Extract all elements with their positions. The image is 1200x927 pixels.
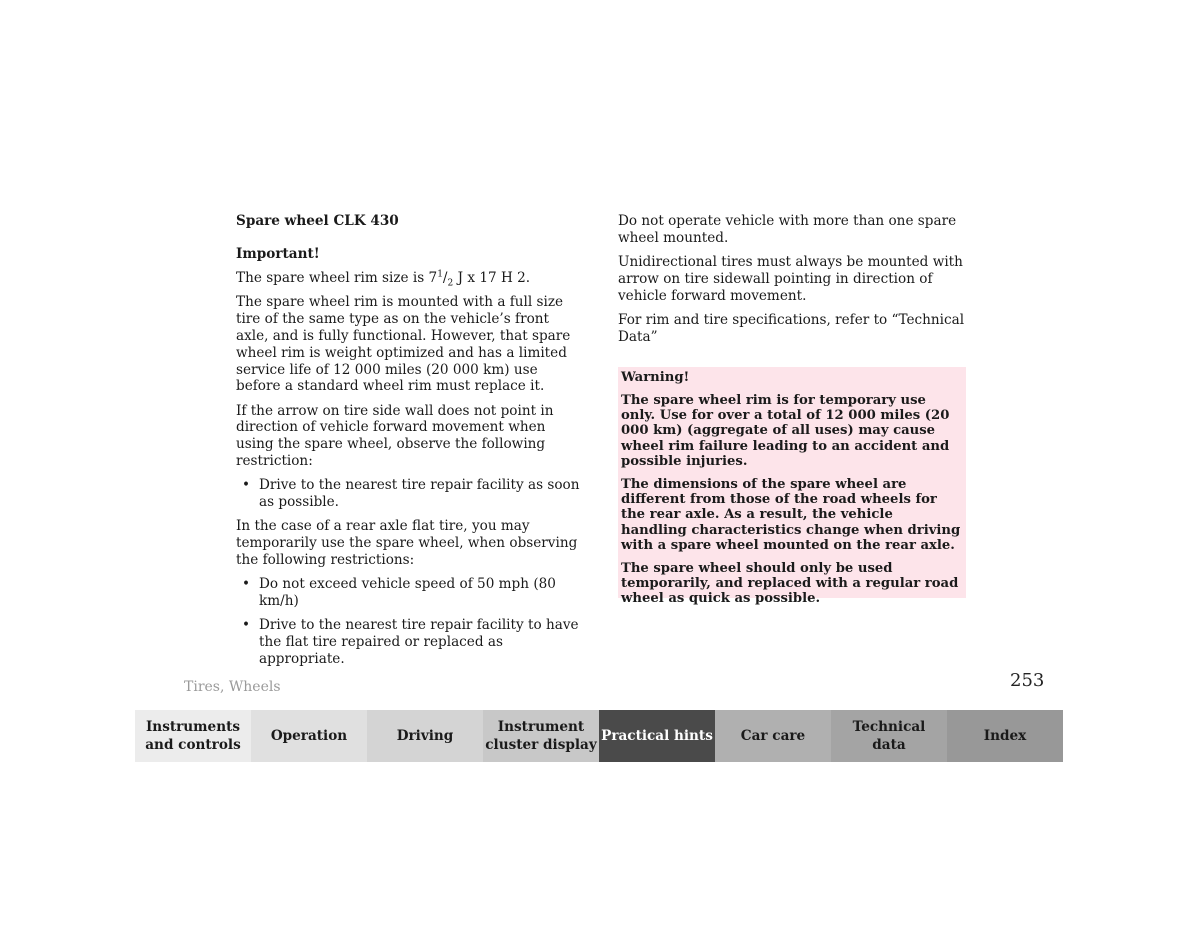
list-item: • Drive to the nearest tire repair facility as soon as possible. — [242, 477, 580, 511]
rim-size-text: The spare wheel rim size is $7^1/_2$ J x 17 H 2. — [236, 269, 531, 289]
tab-operation[interactable]: Operation — [251, 710, 367, 762]
tab-car-care[interactable]: Car care — [715, 710, 831, 762]
warning-box — [618, 367, 966, 607]
specs-reference-text: For rim and tire specifications, refer to “Technical Data” — [618, 311, 965, 345]
tab-instrument-cluster-display[interactable]: Instrument cluster display — [483, 710, 599, 762]
warning-title: Warning! — [621, 370, 690, 385]
section-title: Spare wheel CLK 430 — [236, 213, 399, 229]
bullet-icon: • — [242, 576, 251, 593]
tab-technical-data[interactable]: Technical data — [831, 710, 947, 762]
tab-instruments-and-controls[interactable]: Instruments and controls — [135, 710, 251, 762]
chapter-nav — [135, 710, 1064, 762]
warning-text: The spare wheel rim is for temporary use only. Use for over a total of 12 000 miles (20 000 km) (aggregate of all uses) may cause wheel rim failure leading to an accident and possible injuries. — [621, 393, 950, 469]
important-heading: Important! — [236, 245, 320, 262]
tab-index[interactable]: Index — [947, 710, 1063, 762]
list-item: • Drive to the nearest tire repair facility to have the flat tire repaired or replaced as appropriate. — [242, 617, 579, 668]
left-column — [236, 213, 581, 675]
right-column — [618, 213, 968, 353]
tab-practical-hints[interactable]: Practical hints — [599, 710, 715, 762]
one-spare-text: Do not operate vehicle with more than one spare wheel mounted. — [618, 213, 957, 246]
bullet-icon: • — [242, 477, 251, 494]
page-number: 253 — [1010, 670, 1045, 691]
list-item: • Do not exceed vehicle speed of 50 mph (80 km/h) — [242, 576, 556, 610]
warning-text: The spare wheel should only be used temporarily, and replaced with a regular road wheel as quick as possible. — [621, 561, 959, 607]
arrow-restriction-text: If the arrow on tire side wall does not point in direction of vehicle forward movement when using the spare wheel, observe the following restriction: — [236, 402, 554, 470]
bullet-icon: • — [242, 617, 251, 634]
warning-text: The dimensions of the spare wheel are different from those of the road wheels for the rear axle. As a result, the vehicle handling characteristics change when driving with a spare wheel mounted on the rear axle. — [621, 477, 961, 553]
tab-driving[interactable]: Driving — [367, 710, 483, 762]
rear-axle-text: In the case of a rear axle flat tire, you may temporarily use the spare wheel, when observing the following restrictions: — [236, 518, 578, 569]
unidirectional-text: Unidirectional tires must always be mounted with arrow on tire sidewall pointing in direction of vehicle forward movement. — [618, 254, 963, 304]
section-label: Tires, Wheels — [184, 679, 281, 695]
rim-description: The spare wheel rim is mounted with a full size tire of the same type as on the vehicle’s front axle, and is fully functional. However, that spare wheel rim is weight optimized and has a limited service life of 12 000 miles (20 000 km) use before a standard wheel rim must replace it. — [236, 294, 571, 395]
